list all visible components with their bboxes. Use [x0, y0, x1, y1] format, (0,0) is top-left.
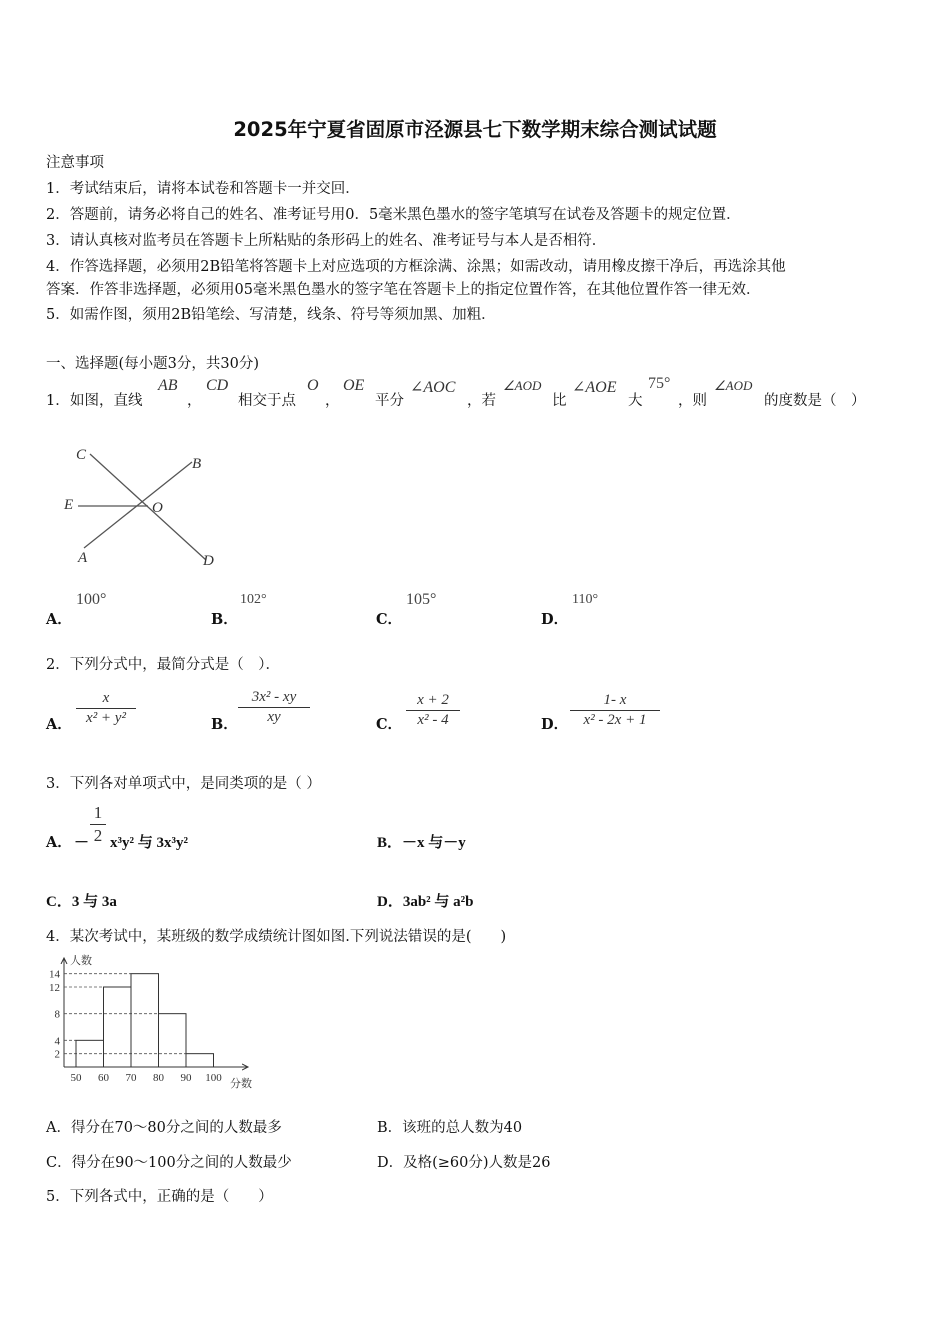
label-o: O	[152, 500, 163, 516]
q4-text: 4．某次考试中，某班级的数学成绩统计图如图.下列说法错误的是( )	[46, 929, 507, 945]
x-tick-label: 60	[98, 1072, 109, 1084]
q2-option-a-fraction	[76, 690, 136, 727]
q1-option-d-label[interactable]: D．	[541, 611, 569, 628]
q1-option-b-label[interactable]: B．	[211, 611, 238, 628]
q2-option-a-label[interactable]: A．	[46, 716, 72, 733]
q1-math: ∠AOD	[503, 378, 542, 393]
q3-option-a-label[interactable]: A．	[46, 834, 72, 851]
q1-text: 平分	[375, 393, 404, 409]
q1-text: ，则	[678, 393, 707, 409]
q1-math: AB	[158, 377, 178, 394]
q4-option-a[interactable]: A．得分在70～80分之间的人数最多	[46, 1120, 282, 1136]
q1-math: ∠AOD	[714, 378, 753, 393]
label-e: E	[64, 497, 74, 513]
q1-option-a-value: 100°	[76, 591, 107, 608]
notes-item: 2．答题前，请务必将自己的姓名、准考证号用0．5毫米黑色墨水的签字笔填写在试卷及答题卡的规定位置．	[46, 207, 741, 223]
notes-item: 3．请认真核对监考员在答题卡上所粘贴的条形码上的姓名、准考证号与本人是否相符．	[46, 233, 607, 249]
label-d: D	[203, 553, 214, 569]
q2-option-c-fraction	[406, 692, 460, 729]
numerator: x	[102, 690, 110, 706]
x-tick-label: 100	[205, 1072, 222, 1084]
q1-option-c-label[interactable]: C．	[376, 611, 403, 628]
q4-option-d[interactable]: D．及格(≥60分)人数是26	[377, 1155, 551, 1171]
section-heading: 一、选择题(每小题3分，共30分)	[46, 356, 259, 372]
denominator: x² - 4	[417, 712, 449, 728]
y-tick-label: 8	[54, 1008, 60, 1021]
notes-item: 4．作答选择题，必须用2B铅笔将答题卡上对应选项的方框涂满、涂黑；如需改动，请用橡皮擦干净后，再选涂其他	[46, 259, 786, 275]
q1-number: 1．	[46, 393, 70, 409]
q1-text: ，	[325, 393, 340, 409]
q1-figure	[58, 440, 228, 575]
x-tick-label: 80	[153, 1072, 164, 1084]
numerator: x + 2	[417, 692, 449, 708]
x-tick-label: 50	[70, 1072, 82, 1084]
q1-text: ，	[187, 393, 202, 409]
q3-option-a-minus: －	[74, 835, 90, 851]
denominator: x² - 2x + 1	[583, 712, 647, 728]
q2-option-d-fraction	[570, 692, 660, 729]
line-cd	[90, 454, 206, 560]
notes-item: 1．考试结束后，请将本试卷和答题卡一并交回．	[46, 181, 360, 197]
y-axis-label: 人数	[70, 955, 92, 967]
x-tick-label: 90	[180, 1072, 192, 1084]
histogram-bar	[159, 1014, 187, 1067]
y-tick-label: 2	[54, 1048, 60, 1061]
numerator: 1- x	[603, 692, 627, 708]
q1-math: CD	[206, 377, 229, 394]
q1-math: ∠AOE	[572, 379, 617, 396]
denominator: x² + y²	[86, 710, 126, 726]
q1-text: ，若	[467, 393, 496, 409]
x-axis-label: 分数	[230, 1078, 252, 1090]
q1-text: 如图，直线	[70, 393, 143, 409]
q1-option-c-value: 105°	[406, 591, 437, 608]
q1-text: 的度数是（ ）	[764, 393, 866, 409]
label-b: B	[192, 456, 202, 472]
q4-histogram	[40, 950, 270, 1095]
q2-text: 2．下列分式中，最简分式是（ ）．	[46, 657, 280, 673]
q2-option-c-label[interactable]: C．	[376, 716, 403, 733]
notes-item: 5．如需作图，须用2B铅笔绘、写清楚，线条、符号等须加黑、加粗．	[46, 307, 496, 323]
y-tick-label: 14	[49, 968, 60, 981]
q3-option-c[interactable]: C．3 与 3a	[46, 894, 117, 910]
histogram-bar	[104, 987, 132, 1067]
histogram-bar	[131, 974, 159, 1067]
q2-option-b-label[interactable]: B．	[211, 716, 238, 733]
q2-option-d-label[interactable]: D．	[541, 716, 569, 733]
q1-math: ∠AOC	[410, 379, 456, 396]
y-tick-label: 4	[54, 1035, 60, 1048]
q4-option-c[interactable]: C．得分在90～100分之间的人数最少	[46, 1155, 292, 1171]
q5-text: 5．下列各式中，正确的是（ ）	[46, 1189, 273, 1205]
page-title: 2025年宁夏省固原市泾源县七下数学期末综合测试试题	[233, 118, 717, 141]
q1-text: 比	[552, 393, 567, 409]
numerator: 1	[93, 803, 103, 822]
q2-option-b-fraction	[238, 689, 310, 726]
q3-option-b[interactable]: B．－x 与－y	[377, 835, 466, 851]
notes-heading: 注意事项	[46, 155, 104, 171]
q1-text: 相交于点	[238, 393, 296, 409]
label-c: C	[76, 447, 87, 463]
histogram-bar	[186, 1054, 214, 1067]
denominator: 2	[93, 826, 103, 845]
q4-option-b[interactable]: B．该班的总人数为40	[377, 1120, 523, 1136]
q1-option-d-value: 110°	[572, 592, 599, 607]
q1-math: O	[307, 377, 319, 394]
line-ab	[84, 462, 192, 548]
notes-item: 答案．作答非选择题，必须用05毫米黑色墨水的签字笔在答题卡上的指定位置作答，在其他位置作答一律无效．	[46, 282, 761, 298]
q1-option-b-value: 102°	[240, 592, 267, 607]
q1-math: 75°	[648, 375, 671, 392]
q3-text: 3．下列各对单项式中，是同类项的是（ ）	[46, 776, 321, 792]
q1-math: OE	[343, 377, 365, 394]
q1-text: 大	[628, 393, 643, 409]
q3-option-a-text: x³y² 与 3x³y²	[110, 835, 188, 851]
q3-option-d[interactable]: D．3ab² 与 a²b	[377, 894, 474, 910]
q3-option-a-fraction	[90, 803, 106, 846]
denominator: xy	[267, 709, 281, 725]
numerator: 3x² - xy	[251, 689, 297, 705]
x-tick-label: 70	[125, 1072, 137, 1084]
y-tick-label: 12	[49, 982, 60, 994]
label-a: A	[78, 550, 88, 566]
q1-option-a-label[interactable]: A．	[46, 611, 72, 628]
